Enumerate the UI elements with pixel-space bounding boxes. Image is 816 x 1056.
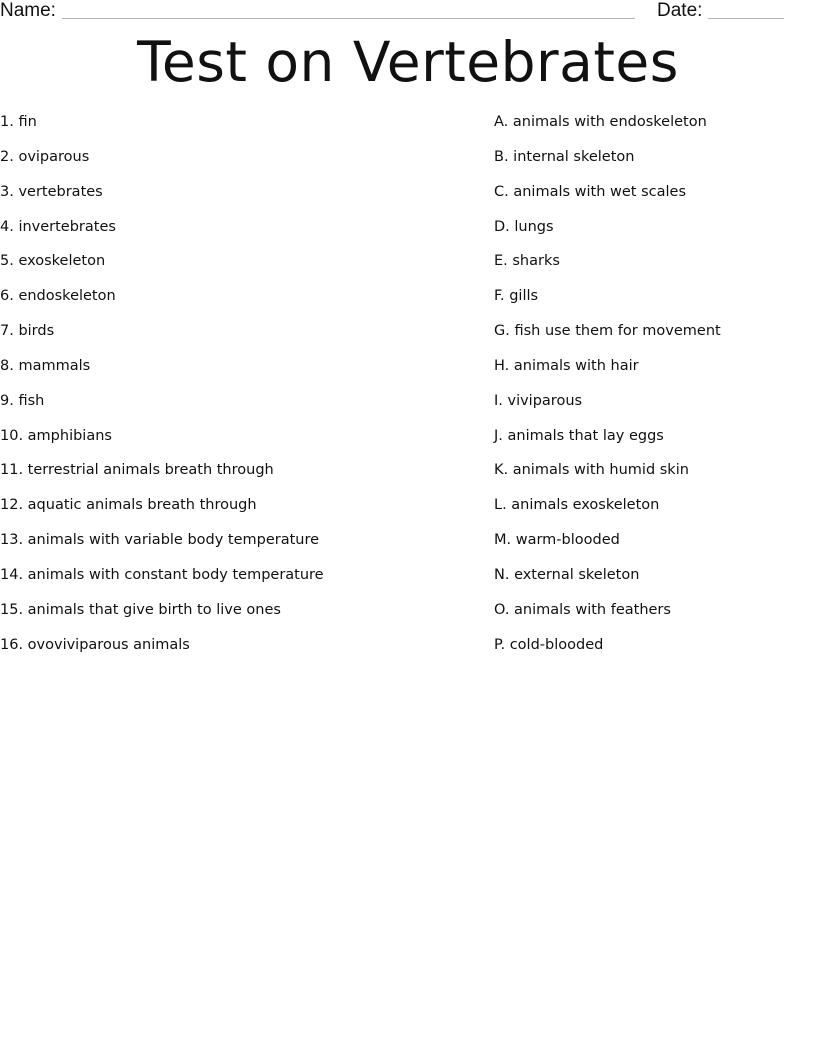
definition-item: J. animals that lay eggs bbox=[494, 427, 664, 444]
definition-item: G. fish use them for movement bbox=[494, 323, 721, 340]
term-item: 9. fish bbox=[0, 392, 45, 409]
term-item: 7. birds bbox=[0, 323, 55, 340]
term-item: 5. exoskeleton bbox=[0, 253, 106, 270]
definition-item: D. lungs bbox=[494, 218, 554, 235]
term-item: 4. invertebrates bbox=[0, 218, 116, 235]
term-item: 14. animals with constant body temperature bbox=[0, 566, 324, 583]
definition-item: B. internal skeleton bbox=[494, 148, 635, 165]
definition-item: A. animals with endoskeleton bbox=[494, 114, 707, 130]
term-item: 16. ovoviviparous animals bbox=[0, 636, 190, 653]
terms-list bbox=[0, 112, 470, 670]
definition-item: N. external skeleton bbox=[494, 566, 640, 583]
worksheet-header bbox=[0, 0, 790, 22]
definition-item: O. animals with feathers bbox=[494, 601, 671, 618]
term-item: 2. oviparous bbox=[0, 148, 90, 165]
page-title: Test on Vertebrates bbox=[137, 30, 679, 94]
definitions-list bbox=[494, 112, 804, 670]
term-item: 13. animals with variable body temperature bbox=[0, 532, 320, 549]
date-label: Date: bbox=[657, 0, 703, 21]
name-blank-line[interactable] bbox=[62, 18, 635, 19]
name-label: Name: bbox=[0, 0, 56, 21]
term-item: 6. endoskeleton bbox=[0, 288, 116, 305]
definition-item: H. animals with hair bbox=[494, 357, 639, 374]
term-item: 15. animals that give birth to live ones bbox=[0, 601, 281, 618]
definition-item: L. animals exoskeleton bbox=[494, 497, 660, 514]
term-item: 3. vertebrates bbox=[0, 183, 103, 200]
definition-item: I. viviparous bbox=[494, 392, 583, 409]
term-item: 8. mammals bbox=[0, 357, 91, 374]
definition-item: P. cold-blooded bbox=[494, 636, 604, 653]
definition-item: C. animals with wet scales bbox=[494, 183, 687, 200]
term-item: 12. aquatic animals breath through bbox=[0, 497, 257, 514]
definition-item: M. warm-blooded bbox=[494, 532, 620, 549]
definition-item: F. gills bbox=[494, 288, 539, 305]
definition-item: K. animals with humid skin bbox=[494, 462, 689, 479]
definition-item: E. sharks bbox=[494, 253, 560, 270]
date-blank-line[interactable] bbox=[708, 18, 784, 19]
term-item: 1. fin bbox=[0, 114, 37, 130]
term-item: 11. terrestrial animals breath through bbox=[0, 462, 274, 479]
term-item: 10. amphibians bbox=[0, 427, 112, 444]
